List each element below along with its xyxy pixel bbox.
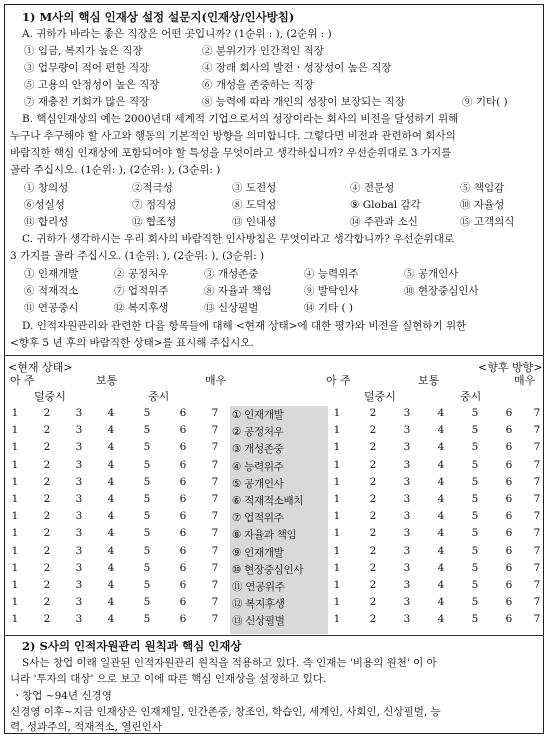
current-scale-value[interactable]: 2 <box>43 596 51 608</box>
current-scale-value[interactable]: 5 <box>143 527 151 539</box>
current-scale-value[interactable]: 3 <box>75 527 83 539</box>
future-scale-value[interactable]: 3 <box>403 613 411 625</box>
future-scale-value[interactable]: 7 <box>533 441 541 453</box>
current-scale-value[interactable]: 6 <box>179 527 187 539</box>
future-scale-value[interactable]: 2 <box>369 510 377 522</box>
future-scale-value[interactable]: 3 <box>403 424 411 436</box>
future-scale-value[interactable]: 6 <box>505 596 513 608</box>
current-scale-value[interactable]: 2 <box>43 562 51 574</box>
future-scale-value[interactable]: 4 <box>437 441 445 453</box>
future-scale-value[interactable]: 6 <box>505 459 513 471</box>
qb-option: ⑧ 도덕성 <box>232 199 277 211</box>
future-scale-value[interactable]: 7 <box>533 545 541 557</box>
question-c-line: C. 귀하가 생각하시는 우리 회사의 바람직한 인사방침은 무엇이라고 생각합니까? 우선순위대로 <box>22 233 455 245</box>
current-scale-value[interactable]: 1 <box>11 493 19 505</box>
future-scale-value[interactable]: 5 <box>471 441 479 453</box>
current-scale-value[interactable]: 5 <box>143 476 151 488</box>
future-direction-header: <향후 방향> <box>478 361 543 374</box>
current-scale-value[interactable]: 3 <box>75 579 83 591</box>
section2-title: 2) S사의 인적자원관리 원칙과 핵심 인재상 <box>22 639 242 653</box>
current-scale-value[interactable]: 1 <box>11 424 19 436</box>
qa-option: ② 분위기가 인간적인 직장 <box>202 45 324 57</box>
current-scale-value[interactable]: 7 <box>211 407 219 419</box>
current-scale-value[interactable]: 5 <box>143 424 151 436</box>
section2-talent-line: 력, 성과주의, 적재적소, 열린인사 <box>10 721 162 733</box>
future-scale-value[interactable]: 3 <box>403 562 411 574</box>
current-scale-value[interactable]: 7 <box>211 613 219 625</box>
future-scale-value[interactable]: 5 <box>471 493 479 505</box>
future-scale-value[interactable]: 5 <box>471 527 479 539</box>
current-scale-value[interactable]: 5 <box>143 493 151 505</box>
future-scale-value[interactable]: 3 <box>403 441 411 453</box>
future-scale-value[interactable]: 5 <box>471 613 479 625</box>
future-scale-value[interactable]: 6 <box>505 424 513 436</box>
current-scale-value[interactable]: 4 <box>107 424 115 436</box>
current-scale-value[interactable]: 6 <box>179 441 187 453</box>
future-scale-value[interactable]: 7 <box>533 493 541 505</box>
qa-option: ⑨ 기타( ) <box>462 96 508 108</box>
qb-option: ②적극성 <box>132 182 173 194</box>
future-scale-value[interactable]: 6 <box>505 545 513 557</box>
qb-option: ⑫ 협조성 <box>132 216 177 228</box>
future-scale-value[interactable]: 1 <box>333 579 341 591</box>
future-scale-value[interactable]: 5 <box>471 476 479 488</box>
hr-item-label: ④ 능력위주 <box>232 461 284 473</box>
current-scale-value[interactable]: 7 <box>211 424 219 436</box>
qa-option: ⑤ 고용의 안정성이 높은 직장 <box>24 79 160 91</box>
future-scale-value[interactable]: 3 <box>403 510 411 522</box>
current-scale-value[interactable]: 3 <box>75 596 83 608</box>
future-scale-value[interactable]: 4 <box>437 407 445 419</box>
future-scale-value[interactable]: 2 <box>369 579 377 591</box>
future-scale-value[interactable]: 2 <box>369 613 377 625</box>
qa-option: ① 임금, 복지가 높은 직장 <box>24 45 143 57</box>
current-scale-value[interactable]: 2 <box>43 510 51 522</box>
scale-label: 중시 <box>460 390 482 403</box>
qc-option: ⑪ 연공중시 <box>24 302 79 314</box>
future-scale-value[interactable]: 4 <box>437 459 445 471</box>
current-scale-value[interactable]: 1 <box>11 596 19 608</box>
qb-option: ⑨ Global 감각 <box>350 199 421 211</box>
current-scale-value[interactable]: 2 <box>43 407 51 419</box>
future-scale-value[interactable]: 3 <box>403 493 411 505</box>
current-scale-value[interactable]: 7 <box>211 476 219 488</box>
qc-option: ⑭ 기타 ( ) <box>304 302 353 314</box>
hr-item-label: ② 공정처우 <box>232 426 284 438</box>
current-scale-value[interactable]: 4 <box>107 596 115 608</box>
future-scale-value[interactable]: 7 <box>533 579 541 591</box>
current-scale-value[interactable]: 7 <box>211 493 219 505</box>
qc-option: ⑫ 복지후생 <box>114 302 169 314</box>
qa-option: ⑥ 개성을 존중하는 직장 <box>202 79 314 91</box>
future-scale-value[interactable]: 2 <box>369 407 377 419</box>
current-scale-value[interactable]: 7 <box>211 459 219 471</box>
qc-option: ⑥ 적재적소 <box>24 285 79 297</box>
future-scale-value[interactable]: 7 <box>533 562 541 574</box>
hr-item-label: ⑬ 신상필벌 <box>232 615 285 627</box>
qa-option: ⑧ 능력에 따라 개인의 성장이 보장되는 직장 <box>202 96 405 108</box>
qa-option: ⑦ 재충전 기회가 많은 직장 <box>24 96 150 108</box>
future-scale-value[interactable]: 4 <box>437 579 445 591</box>
current-scale-value[interactable]: 2 <box>43 441 51 453</box>
current-scale-value[interactable]: 1 <box>11 441 19 453</box>
future-scale-value[interactable]: 7 <box>533 596 541 608</box>
current-scale-value[interactable]: 5 <box>143 459 151 471</box>
current-scale-value[interactable]: 4 <box>107 493 115 505</box>
current-scale-value[interactable]: 4 <box>107 407 115 419</box>
current-scale-value[interactable]: 7 <box>211 441 219 453</box>
current-scale-value[interactable]: 7 <box>211 596 219 608</box>
current-scale-value[interactable]: 5 <box>143 545 151 557</box>
current-scale-value[interactable]: 6 <box>179 476 187 488</box>
future-scale-value[interactable]: 1 <box>333 424 341 436</box>
future-scale-value[interactable]: 4 <box>437 424 445 436</box>
current-scale-value[interactable]: 6 <box>179 579 187 591</box>
future-scale-value[interactable]: 5 <box>471 510 479 522</box>
current-scale-value[interactable]: 6 <box>179 596 187 608</box>
current-scale-value[interactable]: 1 <box>11 579 19 591</box>
future-scale-value[interactable]: 7 <box>533 459 541 471</box>
current-scale-value[interactable]: 3 <box>75 510 83 522</box>
current-scale-value[interactable]: 3 <box>75 424 83 436</box>
qc-option: ② 공정처우 <box>114 268 169 280</box>
future-scale-value[interactable]: 4 <box>437 493 445 505</box>
qc-option: ⑬ 신상필벌 <box>204 302 259 314</box>
scale-label: 중시 <box>148 390 170 403</box>
hr-item-label: ⑦ 업적위주 <box>232 512 284 524</box>
future-scale-value[interactable]: 6 <box>505 441 513 453</box>
future-scale-value[interactable]: 7 <box>533 510 541 522</box>
future-scale-value[interactable]: 4 <box>437 613 445 625</box>
future-scale-value[interactable]: 7 <box>533 527 541 539</box>
section1-title: 1) M사의 핵심 인재상 설정 설문지(인재상/인사방침) <box>22 10 295 24</box>
future-scale-value[interactable]: 2 <box>369 459 377 471</box>
current-scale-value[interactable]: 5 <box>143 596 151 608</box>
future-scale-value[interactable]: 6 <box>505 613 513 625</box>
future-scale-value[interactable]: 1 <box>333 545 341 557</box>
current-scale-value[interactable]: 1 <box>11 527 19 539</box>
current-scale-value[interactable]: 5 <box>143 407 151 419</box>
qc-option: ⑧ 자율과 책임 <box>204 285 272 297</box>
question-b-line: 골라 주십시오. (1순위: ), (2순위: ), (3순위: ) <box>10 164 221 176</box>
current-scale-value[interactable]: 3 <box>75 476 83 488</box>
qb-option: ④ 전문성 <box>350 182 395 194</box>
current-scale-value[interactable]: 1 <box>11 545 19 557</box>
current-scale-value[interactable]: 3 <box>75 441 83 453</box>
current-scale-value[interactable]: 6 <box>179 510 187 522</box>
scale-label: 보통 <box>96 374 118 387</box>
qc-option: ⑩ 현장중심인사 <box>404 285 479 297</box>
current-scale-value[interactable]: 5 <box>143 510 151 522</box>
hr-item-label: ⑩ 현장중심인사 <box>232 564 304 576</box>
future-scale-value[interactable]: 7 <box>533 424 541 436</box>
hr-item-label: ⑥ 적재적소배치 <box>232 495 304 507</box>
qa-option: ③ 업무량이 적어 편한 직장 <box>24 62 150 74</box>
future-scale-value[interactable]: 1 <box>333 459 341 471</box>
current-scale-value[interactable]: 6 <box>179 424 187 436</box>
hr-item-label: ⑨ 인재개발 <box>232 547 284 559</box>
future-scale-value[interactable]: 6 <box>505 562 513 574</box>
scale-label: 아 주 <box>10 374 35 387</box>
current-scale-value[interactable]: 1 <box>11 459 19 471</box>
hr-item-label: ⑧ 자율과 책임 <box>232 529 297 541</box>
current-scale-value[interactable]: 6 <box>179 545 187 557</box>
future-scale-value[interactable]: 2 <box>369 527 377 539</box>
qc-option: ③ 개성존중 <box>204 268 259 280</box>
hr-item-label: ⑫ 복지후생 <box>232 598 285 610</box>
question-d-line: D. 인적자원관리와 관련한 다음 항목들에 대해 <현재 상태>에 대한 평가와 비전을 실현하기 위한 <box>22 320 467 332</box>
current-scale-value[interactable]: 2 <box>43 424 51 436</box>
current-scale-value[interactable]: 5 <box>143 613 151 625</box>
section2-talent-line: 신경영 이후~지금 인재상은 인재제일, 인간존중, 창조인, 학습인, 세계인, 사회인, 신상필벌, 능 <box>10 706 441 718</box>
future-scale-value[interactable]: 4 <box>437 510 445 522</box>
future-scale-value[interactable]: 2 <box>369 562 377 574</box>
qc-option: ① 인재개발 <box>24 268 79 280</box>
future-scale-value[interactable]: 1 <box>333 407 341 419</box>
future-scale-value[interactable]: 5 <box>471 562 479 574</box>
future-scale-value[interactable]: 2 <box>369 493 377 505</box>
qb-option: ① 창의성 <box>24 182 69 194</box>
future-scale-value[interactable]: 2 <box>369 545 377 557</box>
future-scale-value[interactable]: 2 <box>369 441 377 453</box>
divider <box>4 355 544 356</box>
current-scale-value[interactable]: 7 <box>211 562 219 574</box>
qb-option: ⑥성실성 <box>24 199 65 211</box>
current-scale-value[interactable]: 4 <box>107 459 115 471</box>
future-scale-value[interactable]: 5 <box>471 596 479 608</box>
future-scale-value[interactable]: 3 <box>403 596 411 608</box>
current-scale-value[interactable]: 3 <box>75 545 83 557</box>
current-scale-value[interactable]: 4 <box>107 562 115 574</box>
future-scale-value[interactable]: 1 <box>333 562 341 574</box>
hr-item-label: ③ 개성존중 <box>232 443 284 455</box>
future-scale-value[interactable]: 6 <box>505 510 513 522</box>
current-scale-value[interactable]: 4 <box>107 441 115 453</box>
question-b-line: 바람직한 핵심 인재상에 포함되어야 할 특성을 무엇이라고 생각하십니까? 우선순위대로 3 가지를 <box>10 147 452 159</box>
future-scale-value[interactable]: 6 <box>505 407 513 419</box>
scale-label: 매우 <box>514 374 536 387</box>
future-scale-value[interactable]: 7 <box>533 476 541 488</box>
qb-option: ③ 도전성 <box>232 182 277 194</box>
future-scale-value[interactable]: 5 <box>471 407 479 419</box>
qc-option: ⑨ 발탁인사 <box>304 285 359 297</box>
current-scale-value[interactable]: 1 <box>11 510 19 522</box>
current-scale-value[interactable]: 6 <box>179 562 187 574</box>
current-scale-value[interactable]: 4 <box>107 613 115 625</box>
qa-option: ④ 장래 회사의 발전ㆍ성장성이 높은 직장 <box>202 62 392 74</box>
divider <box>4 635 544 636</box>
qb-option: ⑤ 책임감 <box>460 182 505 194</box>
future-scale-value[interactable]: 5 <box>471 579 479 591</box>
current-scale-value[interactable]: 4 <box>107 510 115 522</box>
qc-option: ⑤ 공개인사 <box>404 268 459 280</box>
future-scale-value[interactable]: 7 <box>533 407 541 419</box>
hr-item-label: ⑤ 공개인사 <box>232 478 284 490</box>
future-scale-value[interactable]: 2 <box>369 424 377 436</box>
qb-option: ⑭ 주관과 소신 <box>350 216 418 228</box>
future-scale-value[interactable]: 4 <box>437 476 445 488</box>
qb-option: ⑩ 자율성 <box>460 199 505 211</box>
current-scale-value[interactable]: 1 <box>11 407 19 419</box>
current-scale-value[interactable]: 2 <box>43 527 51 539</box>
future-scale-value[interactable]: 1 <box>333 493 341 505</box>
future-scale-value[interactable]: 1 <box>333 613 341 625</box>
future-scale-value[interactable]: 1 <box>333 441 341 453</box>
current-scale-value[interactable]: 6 <box>179 459 187 471</box>
current-scale-value[interactable]: 3 <box>75 613 83 625</box>
section2-paragraph: S사는 창업 이래 일관된 인적자원관리 원칙을 적용하고 있다. 즉 인재는 '비용의 원천' 이 아 <box>22 657 437 669</box>
future-scale-value[interactable]: 3 <box>403 407 411 419</box>
current-scale-value[interactable]: 4 <box>107 545 115 557</box>
current-scale-value[interactable]: 3 <box>75 493 83 505</box>
qb-option: ⑬ 인내성 <box>232 216 277 228</box>
current-scale-value[interactable]: 2 <box>43 579 51 591</box>
current-scale-value[interactable]: 1 <box>11 562 19 574</box>
current-scale-value[interactable]: 1 <box>11 476 19 488</box>
current-scale-value[interactable]: 3 <box>75 407 83 419</box>
current-scale-value[interactable]: 4 <box>107 579 115 591</box>
scale-label: 덜중시 <box>34 390 66 403</box>
current-scale-value[interactable]: 5 <box>143 562 151 574</box>
future-scale-value[interactable]: 1 <box>333 527 341 539</box>
current-scale-value[interactable]: 7 <box>211 579 219 591</box>
future-scale-value[interactable]: 3 <box>403 527 411 539</box>
current-scale-value[interactable]: 7 <box>211 510 219 522</box>
current-state-header: <현재 상태> <box>8 361 73 374</box>
future-scale-value[interactable]: 6 <box>505 527 513 539</box>
hr-item-label: ① 인재개발 <box>232 409 284 421</box>
question-c-line: 3 가지를 골라 주십시오. (1순위: ), (2순위: ), (3순위: ) <box>10 250 265 262</box>
qb-option: ⑪ 합리성 <box>24 216 69 228</box>
future-scale-value[interactable]: 4 <box>437 596 445 608</box>
scale-label: 아 주 <box>326 374 351 387</box>
section2-subheading: ㆍ창업 ~94년 신경영 <box>12 690 112 702</box>
current-scale-value[interactable]: 7 <box>211 545 219 557</box>
scale-label: 매우 <box>205 374 227 387</box>
current-scale-value[interactable]: 6 <box>179 407 187 419</box>
future-scale-value[interactable]: 2 <box>369 596 377 608</box>
future-scale-value[interactable]: 3 <box>403 459 411 471</box>
current-scale-value[interactable]: 2 <box>43 459 51 471</box>
current-scale-value[interactable]: 2 <box>43 476 51 488</box>
future-scale-value[interactable]: 6 <box>505 493 513 505</box>
current-scale-value[interactable]: 3 <box>75 459 83 471</box>
scale-label: 덜중시 <box>364 390 396 403</box>
scale-label: 보통 <box>418 374 440 387</box>
future-scale-value[interactable]: 1 <box>333 510 341 522</box>
current-scale-value[interactable]: 5 <box>143 441 151 453</box>
future-scale-value[interactable]: 3 <box>403 545 411 557</box>
future-scale-value[interactable]: 4 <box>437 562 445 574</box>
future-scale-value[interactable]: 3 <box>403 476 411 488</box>
hr-item-label: ⑪ 연공위주 <box>232 581 285 593</box>
qc-option: ⑦ 업적위주 <box>114 285 169 297</box>
current-scale-value[interactable]: 5 <box>143 579 151 591</box>
section2-paragraph: 니라 '투자의 대상' 으로 보고 이에 따른 핵심 인재상을 설정하고 있다. <box>10 673 327 685</box>
current-scale-value[interactable]: 6 <box>179 493 187 505</box>
future-scale-value[interactable]: 6 <box>505 579 513 591</box>
qb-option: ⑦ 정직성 <box>132 199 177 211</box>
current-scale-value[interactable]: 4 <box>107 476 115 488</box>
current-scale-value[interactable]: 2 <box>43 613 51 625</box>
current-scale-value[interactable]: 2 <box>43 545 51 557</box>
future-scale-value[interactable]: 5 <box>471 459 479 471</box>
future-scale-value[interactable]: 7 <box>533 613 541 625</box>
question-b-line: B. 핵심인재상의 예는 2000년대 세계적 기업으로서의 성장이라는 회사의 비전을 달성하기 위해 <box>22 113 459 125</box>
current-scale-value[interactable]: 6 <box>179 613 187 625</box>
future-scale-value[interactable]: 3 <box>403 579 411 591</box>
qb-option: ⑮ 고객의식 <box>460 216 515 228</box>
future-scale-value[interactable]: 1 <box>333 596 341 608</box>
future-scale-value[interactable]: 2 <box>369 476 377 488</box>
qc-option: ④ 능력위주 <box>304 268 359 280</box>
current-scale-value[interactable]: 1 <box>11 613 19 625</box>
current-scale-value[interactable]: 3 <box>75 562 83 574</box>
current-scale-value[interactable]: 7 <box>211 527 219 539</box>
current-scale-value[interactable]: 2 <box>43 493 51 505</box>
question-b-line: 누구나 추구해야 할 사고와 행동의 기본적인 방향을 의미합니다. 그렇다면 비전과 관련하여 회사의 <box>10 130 456 142</box>
future-scale-value[interactable]: 5 <box>471 545 479 557</box>
future-scale-value[interactable]: 1 <box>333 476 341 488</box>
future-scale-value[interactable]: 6 <box>505 476 513 488</box>
current-scale-value[interactable]: 4 <box>107 527 115 539</box>
question-a: A. 귀하가 바라는 좋은 직장은 어떤 곳입니까? (1순위 : ), (2순위 : ) <box>22 28 332 40</box>
future-scale-value[interactable]: 5 <box>471 424 479 436</box>
future-scale-value[interactable]: 4 <box>437 527 445 539</box>
future-scale-value[interactable]: 4 <box>437 545 445 557</box>
question-d-line: <향후 5 년 후의 바람직한 상태>를 표시해 주십시오. <box>10 337 254 349</box>
